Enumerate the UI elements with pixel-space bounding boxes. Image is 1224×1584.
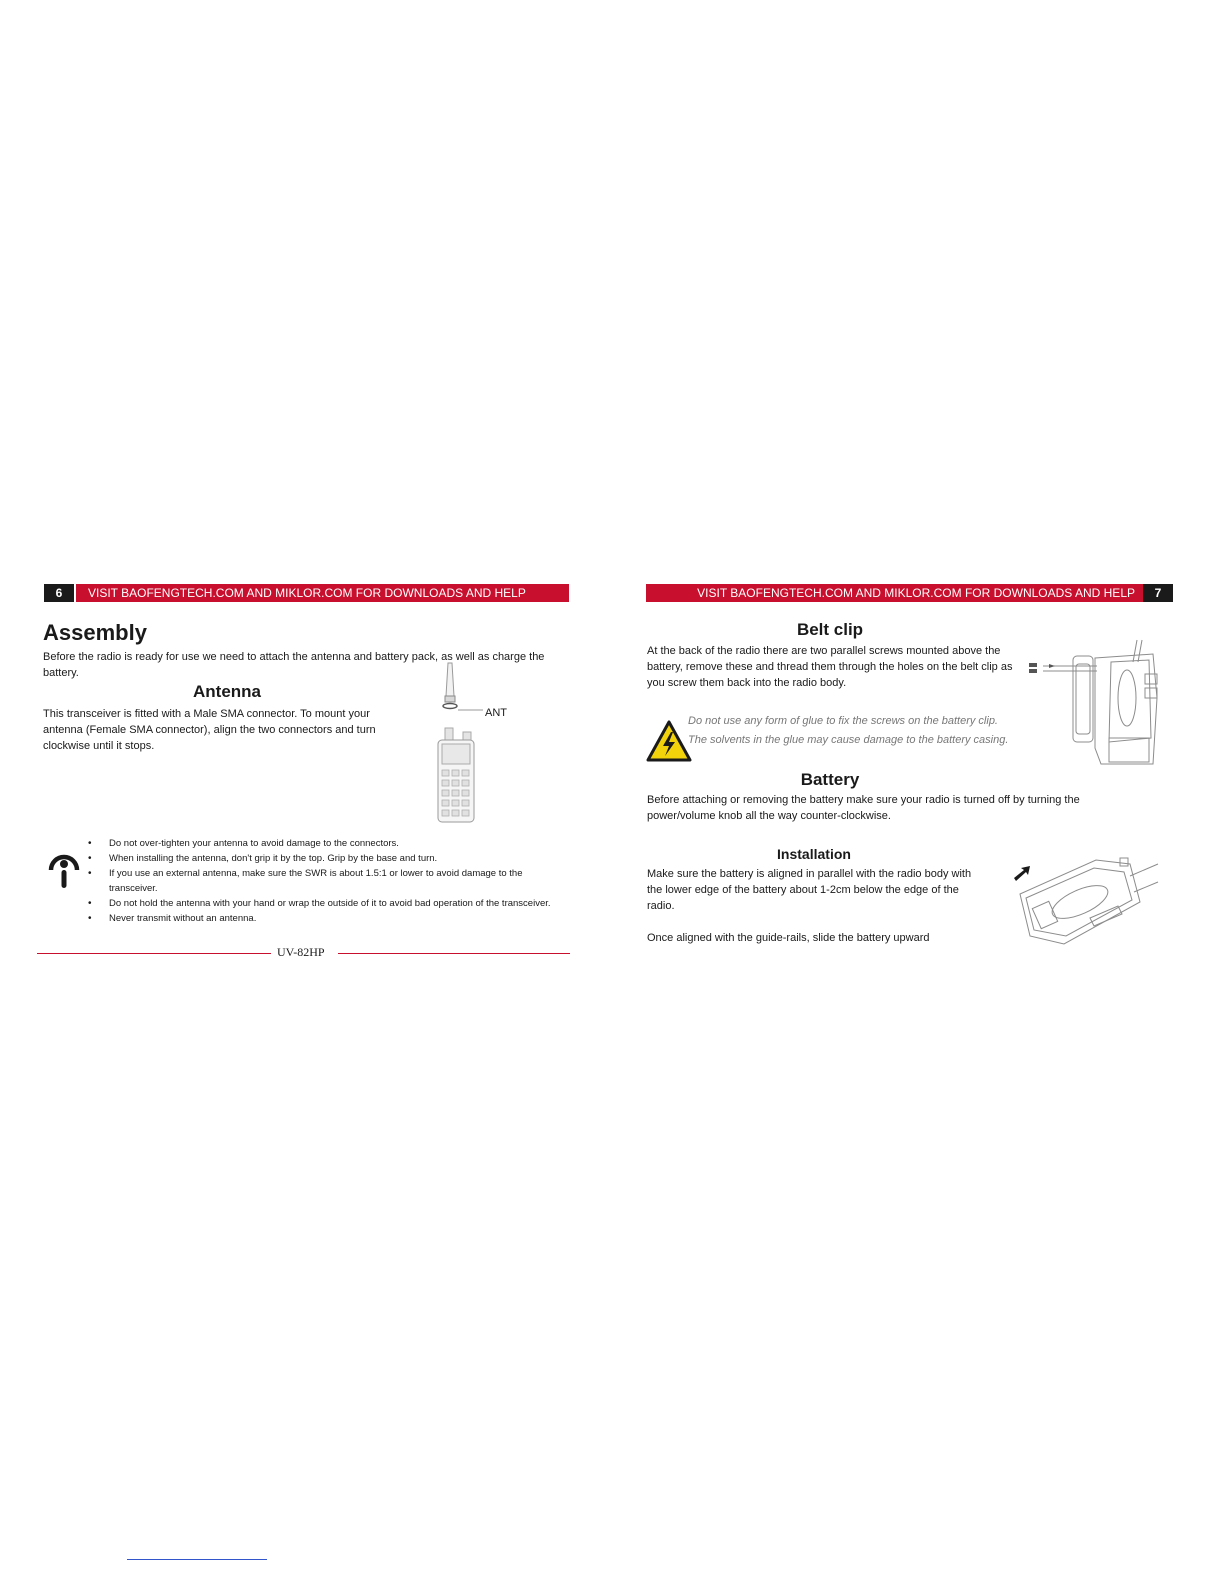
belt-clip-text: At the back of the radio there are two parallel screws mounted above the battery, remove these and thread them through the holes on the belt clip as you screw them back into the radio body.: [647, 645, 1013, 689]
header-banner-right: VISIT BAOFENGTECH.COM AND MIKLOR.COM FOR DOWNLOADS AND HELP: [646, 584, 1143, 602]
footer-rule-left: [37, 953, 271, 954]
installation-text: Make sure the battery is aligned in parallel with the radio body with the lower edge of the battery about 1-2cm below the edge of the radio.: [647, 868, 972, 912]
bottom-link-underline: [127, 1559, 267, 1560]
page-number-right: 7: [1143, 584, 1173, 602]
antenna-heading: Antenna: [193, 682, 261, 701]
tip-icon: [46, 846, 82, 890]
antenna-figure-label: ANT: [485, 707, 507, 719]
installation-heading: Installation: [777, 846, 851, 862]
page-number-left: 6: [44, 584, 74, 602]
page-title: Assembly: [43, 620, 147, 645]
tip-item: • Do not hold the antenna with your hand or wrap the outside of it to avoid bad operation of the transceiver.: [109, 896, 569, 911]
tip-item: • Never transmit without an antenna.: [109, 911, 569, 926]
footer-rule-right: [338, 953, 570, 954]
glue-warning-text: Do not use any form of glue to fix the screws on the battery clip. The solvents in the glue may cause damage to the battery casing.: [688, 715, 1009, 746]
footer-model: UV-82HP: [277, 945, 325, 959]
battery-heading: Battery: [800, 770, 860, 789]
tip-item: • When installing the antenna, don't grip it by the top. Grip by the base and turn.: [109, 851, 569, 866]
header-banner-left: VISIT BAOFENGTECH.COM AND MIKLOR.COM FOR DOWNLOADS AND HELP: [76, 584, 569, 602]
antenna-radio-illustration: [425, 660, 495, 825]
antenna-text: This transceiver is fitted with a Male SMA connector. To mount your antenna (Female SMA connector), align the two connectors and turn clockwise until it stops.: [43, 708, 376, 752]
warning-icon: [646, 720, 692, 762]
belt-clip-illustration: [1025, 638, 1160, 768]
belt-clip-heading: Belt clip: [796, 620, 864, 639]
antenna-tips-list: [109, 836, 569, 926]
battery-installation-illustration: [1008, 856, 1160, 951]
battery-text: Before attaching or removing the battery make sure your radio is turned off by turning the power/volume knob all the way counter-clockwise.: [647, 794, 1080, 822]
tip-item: • Do not over-tighten your antenna to avoid damage to the connectors.: [109, 836, 569, 851]
installation-text-continued: Once aligned with the guide-rails, slide the battery upward: [647, 932, 930, 944]
assembly-intro: Before the radio is ready for use we need to attach the antenna and battery pack, as well as charge the battery.: [43, 651, 545, 679]
tip-item: • If you use an external antenna, make sure the SWR is about 1.5:1 or lower to avoid damage to the transceiver.: [109, 866, 569, 896]
